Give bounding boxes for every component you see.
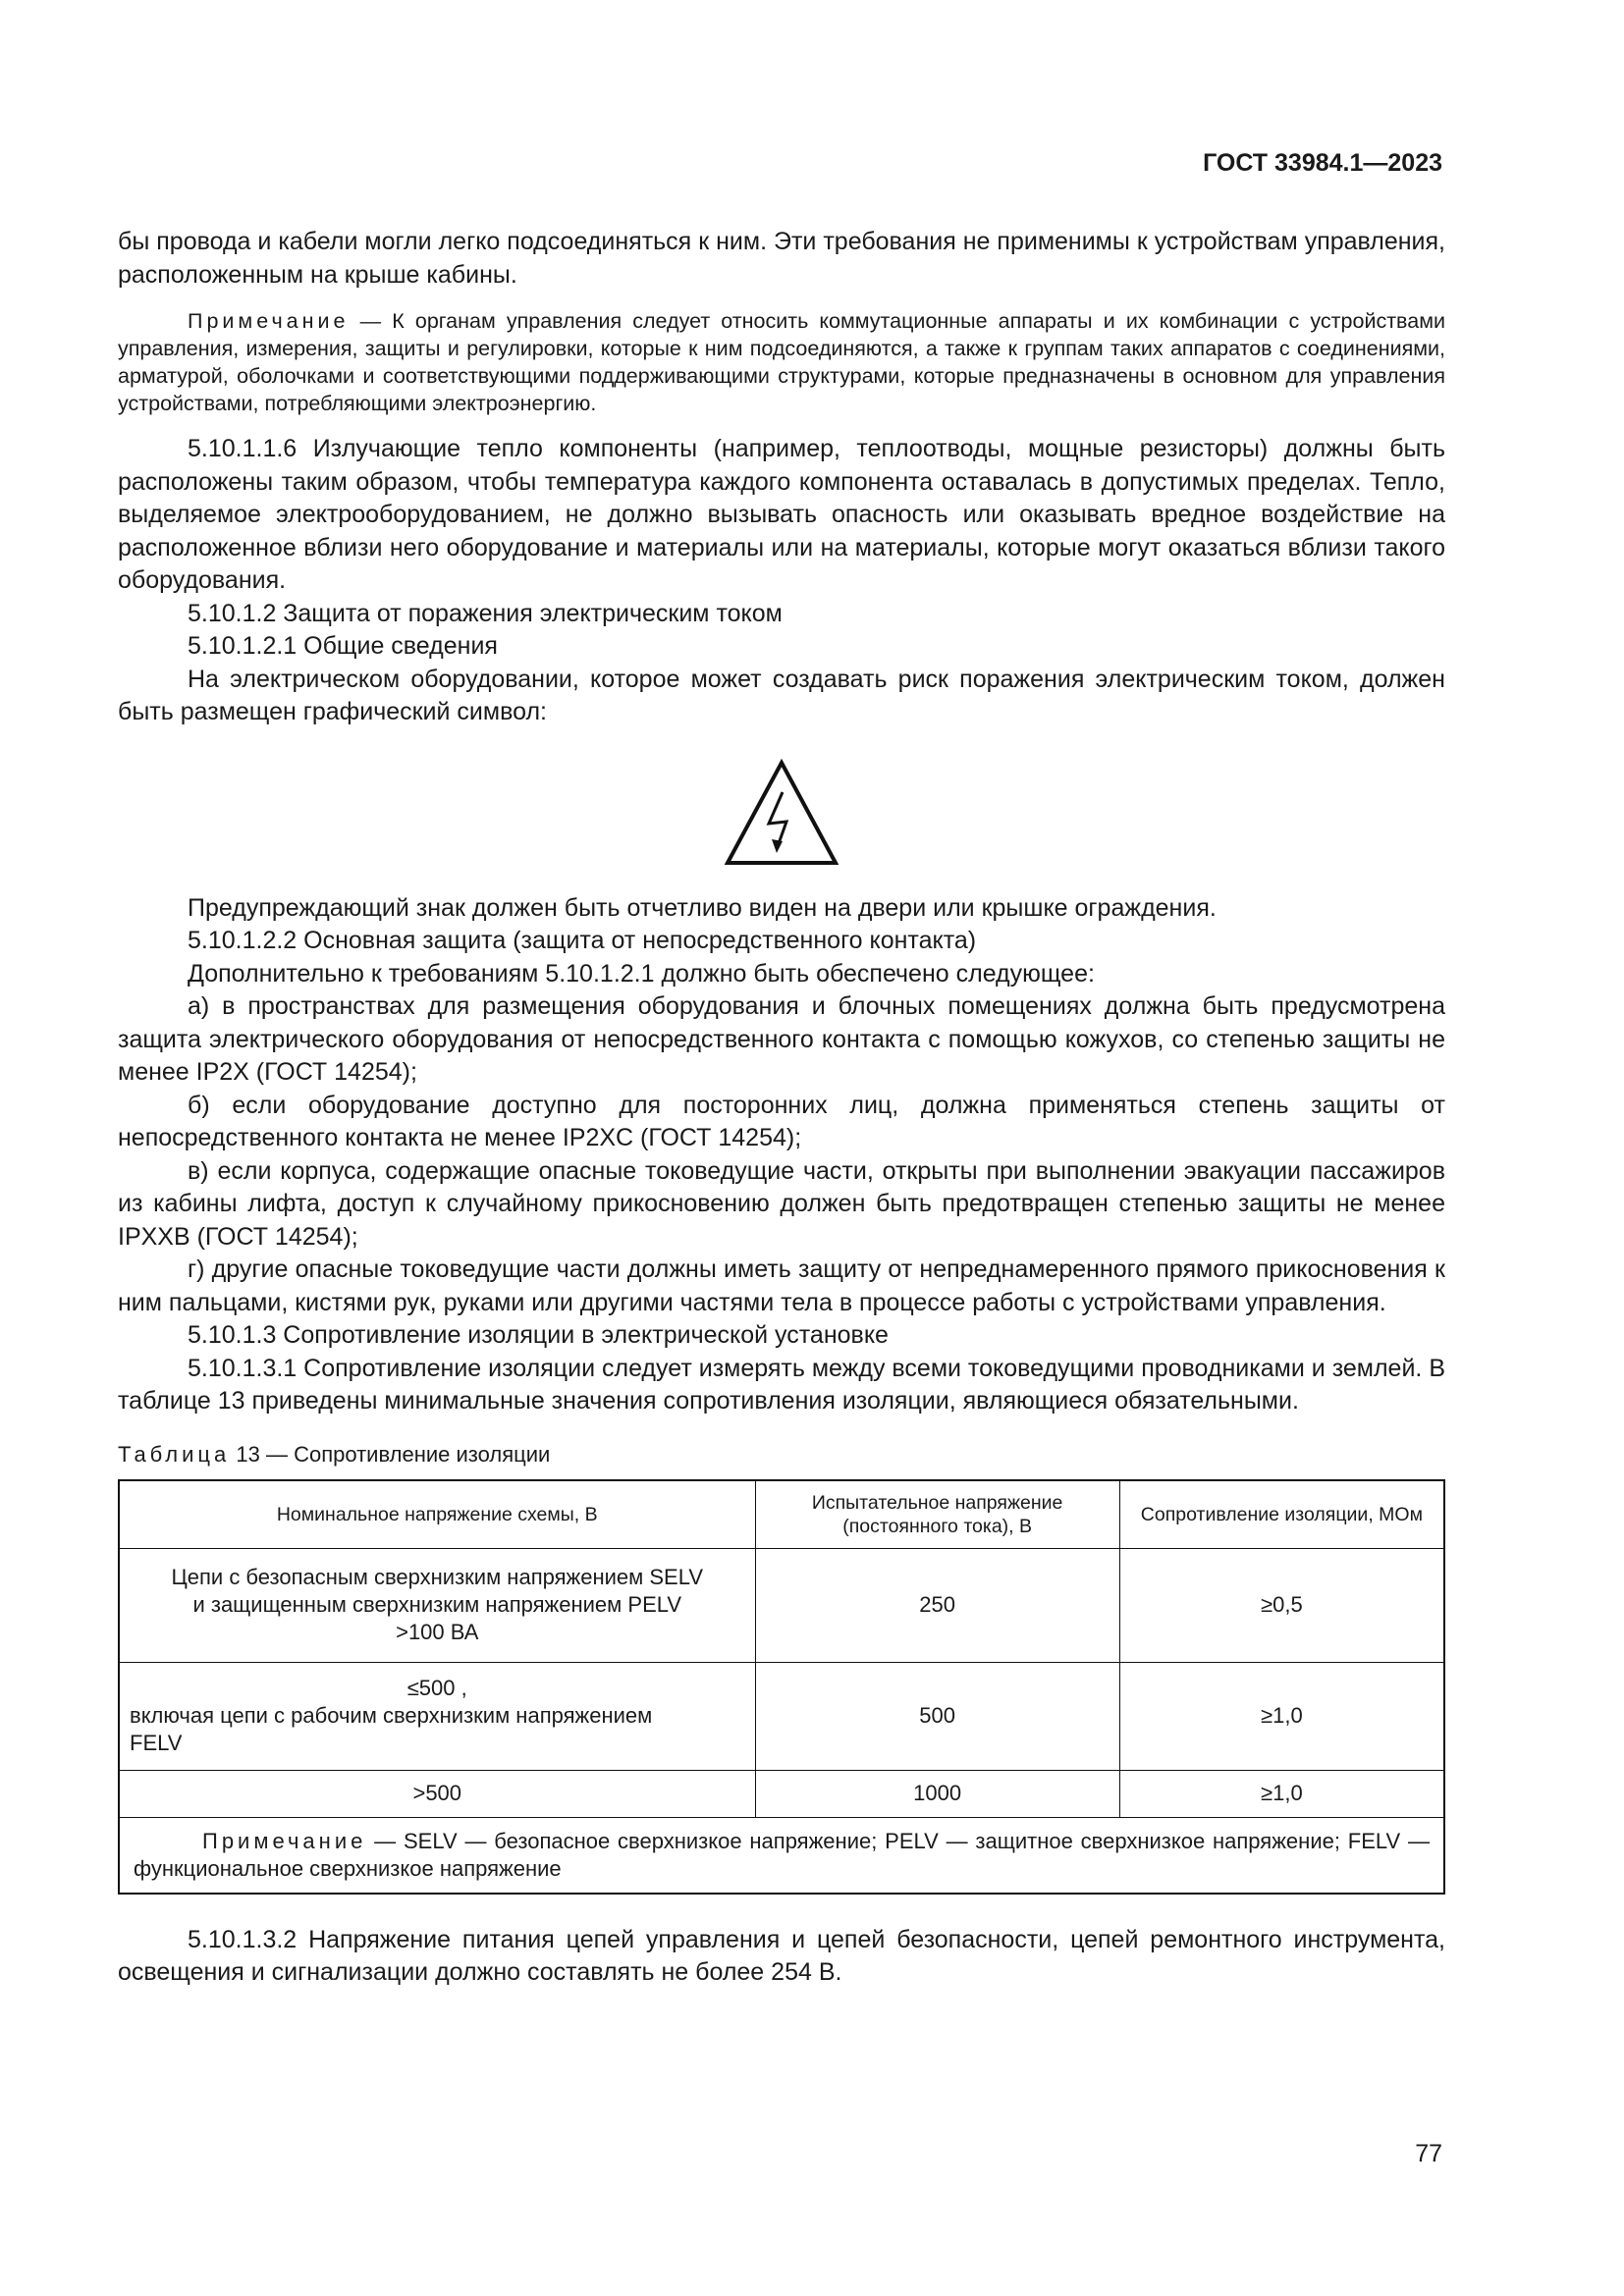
list-item-b: б) если оборудование доступно для посторонних лиц, должна применяться степень защиты от непосредственного контакта не менее IP2XC (ГОСТ 14254); [118, 1091, 1445, 1151]
cell-test-voltage: 250 [755, 1548, 1119, 1662]
cell-test-voltage: 500 [755, 1662, 1119, 1770]
table-note-label: Примечание [202, 1828, 367, 1853]
heading-5-10-1-3: 5.10.1.3 Сопротивление изоляции в электрической установке [188, 1321, 889, 1349]
cell-line: >100 ВА [396, 1620, 479, 1644]
insulation-resistance-table [118, 1479, 1445, 1895]
paragraph-additional: Дополнительно к требованиям 5.10.1.2.1 должно быть обеспечено следующее: [188, 959, 1095, 988]
paragraph-5-10-1-3-1: 5.10.1.3.1 Сопротивление изоляции следует измерять между всеми токоведущими проводниками и землей. В таблице 13 приведены минимальные значения сопротивления изоляции, являющиеся обязательными. [118, 1354, 1445, 1415]
cell-circuit-type [119, 1548, 755, 1662]
note-text: — К органам управления следует относить коммутационные аппараты и их комбинации с устройствами управления, измерения, защиты и регулировки, которые к ним подсоединяются, а также к группам таких аппаратов с соединениями, арматурой, оболочками и соответствующими поддерживающими структурами, которые предназначены в основном для управления устройствами, потребляющими электроэнергию. [118, 309, 1445, 415]
list-item-v: в) если корпуса, содержащие опасные токоведущие части, открыты при выполнении эвакуации пассажиров из кабины лифта, доступ к случайному прикосновению должен быть предотвращен степенью защиты не менее IPXXB (ГОСТ 14254); [118, 1156, 1445, 1251]
cell-line: включая цепи с рабочим сверхнизким напряжением [130, 1703, 653, 1728]
header-test-voltage: Испытательное напряжение (постоянного тока), В [755, 1480, 1119, 1549]
cell-circuit-type: >500 [119, 1770, 755, 1817]
cell-resistance: ≥0,5 [1119, 1548, 1444, 1662]
table-caption-label: Таблица [118, 1441, 231, 1467]
heading-5-10-1-2: 5.10.1.2 Защита от поражения электрическим током [188, 599, 783, 627]
cell-line: ≤500 , [406, 1676, 467, 1700]
cell-line: FELV [130, 1731, 183, 1755]
table-note-text: — SELV — безопасное сверхнизкое напряжение; PELV — защитное сверхнизкое напряжение; FELV — функциональное сверхнизкое напряжение [134, 1828, 1430, 1881]
cell-resistance: ≥1,0 [1119, 1662, 1444, 1770]
cell-line: Цепи с безопасным сверхнизким напряжением SELV [171, 1565, 703, 1589]
paragraph-5-10-1-3-2: 5.10.1.3.2 Напряжение питания цепей управления и цепей безопасности, цепей ремонтного инструмента, освещения и сигнализации должно составлять не более 254 В. [118, 1925, 1445, 1986]
cell-circuit-type [119, 1662, 755, 1770]
note-control-devices [118, 307, 1445, 417]
heading-5-10-1-2-2: 5.10.1.2.2 Основная защита (защита от непосредственного контакта) [188, 927, 977, 954]
table-note [119, 1817, 1444, 1894]
table-row [119, 1662, 1444, 1770]
paragraph-warning-visible: Предупреждающий знак должен быть отчетливо виден на двери или крышке ограждения. [188, 893, 1217, 922]
paragraph-symbol-intro: На электрическом оборудовании, которое может создавать риск поражения электрическим током, должен быть размещен графический символ: [118, 665, 1445, 725]
table-row [119, 1770, 1444, 1817]
note-label: Примечание [188, 309, 350, 333]
paragraph-5-10-1-1-6: 5.10.1.1.6 Излучающие тепло компоненты (например, теплоотводы, мощные резисторы) должны быть расположены таким образом, чтобы температура каждого компонента оставалась в допустимых пределах. Тепло, выделяемое электрооборудованием, не должно вызывать опасность или оказывать вредное воздействие на расположенное вблизи него оборудование и материалы или на материалы, которые могут оказаться вблизи такого оборудования. [118, 435, 1445, 594]
cell-line: и защищенным сверхнизким напряжением PELV [192, 1592, 682, 1617]
list-item-a: а) в пространствах для размещения оборудования и блочных помещениях должна быть предусмотрена защита электрического оборудования от непосредственного контакта с помощью кожухов, со степенью защиты не менее IP2X (ГОСТ 14254); [118, 992, 1445, 1086]
table-row [119, 1548, 1444, 1662]
table-header-row [119, 1480, 1444, 1549]
symbol-container [118, 739, 1445, 886]
list-item-g: г) другие опасные токоведущие части должны иметь защиту от непреднамеренного прямого прикосновения к ним пальцами, кистями рук, руками или другими частями тела в процессе работы с устройствами управления. [118, 1255, 1445, 1316]
page-number: 77 [1415, 2140, 1442, 2167]
table-caption-text: 13 — Сопротивление изоляции [230, 1441, 551, 1467]
header-insulation-resistance: Сопротивление изоляции, МОм [1119, 1480, 1444, 1549]
heading-5-10-1-2-1: 5.10.1.2.1 Общие сведения [188, 632, 498, 660]
cell-resistance: ≥1,0 [1119, 1770, 1444, 1817]
body-text [118, 226, 1445, 1990]
cell-test-voltage: 1000 [755, 1770, 1119, 1817]
table-note-row [119, 1817, 1444, 1894]
standard-header: ГОСТ 33984.1—2023 [1203, 149, 1442, 177]
high-voltage-warning-icon [724, 759, 839, 867]
paragraph-continued: бы провода и кабели могли легко подсоединяться к ним. Эти требования не применимы к устройствам управления, расположенным на крыше кабины. [118, 228, 1445, 289]
table-caption [118, 1440, 1445, 1469]
header-nominal-voltage: Номинальное напряжение схемы, В [119, 1480, 755, 1549]
